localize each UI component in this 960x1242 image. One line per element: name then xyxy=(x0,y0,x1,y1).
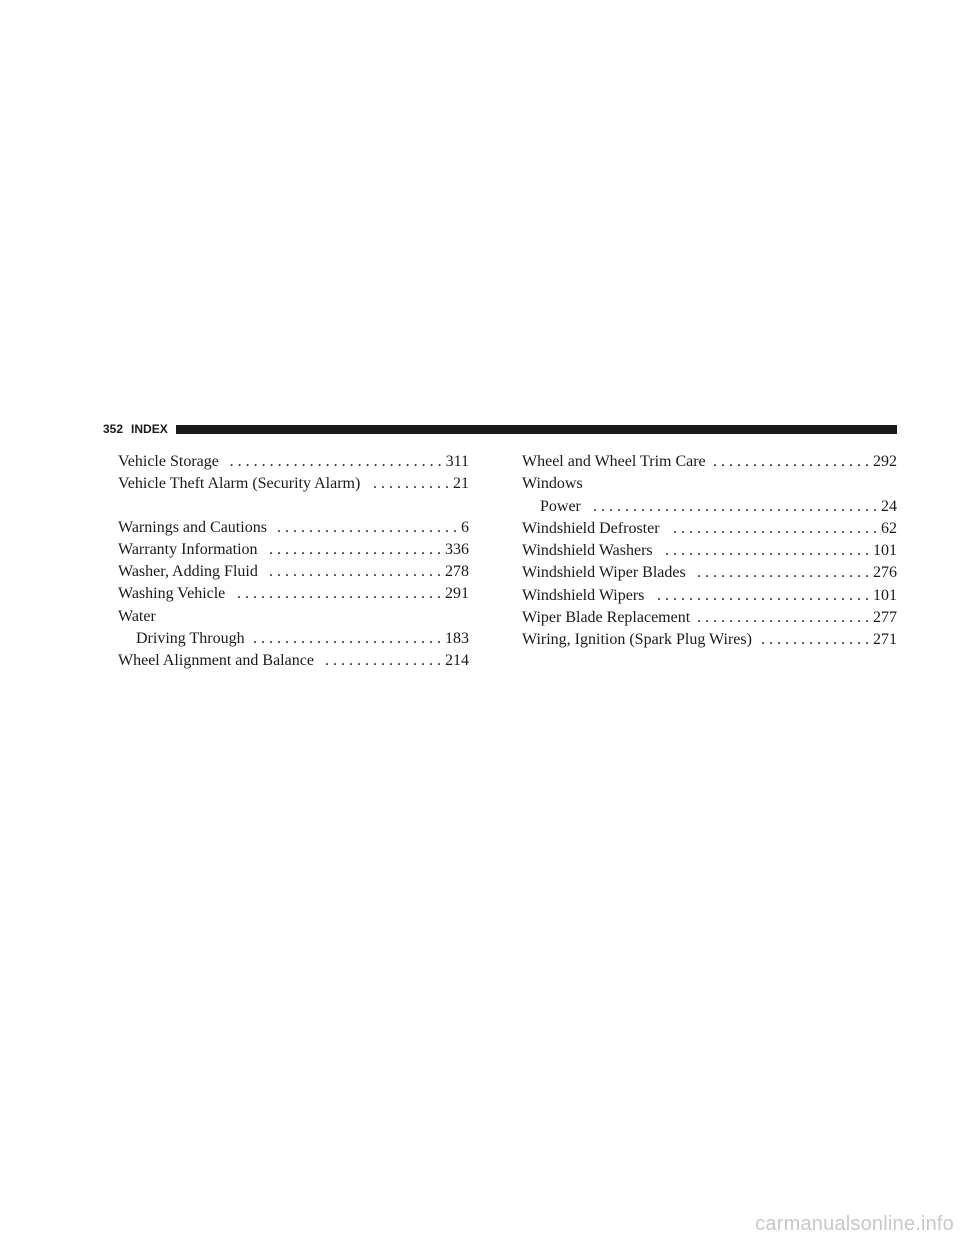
entry-label: Windshield Wipers xyxy=(522,586,645,604)
index-entry xyxy=(522,540,897,562)
entry-page-number: 101 xyxy=(873,542,897,560)
entry-page-number: 278 xyxy=(445,563,469,581)
entry-label: Warnings and Cautions xyxy=(118,518,267,536)
entry-label: Wiring, Ignition (Spark Plug Wires) xyxy=(522,631,752,649)
header-rule xyxy=(176,425,897,434)
entry-page-number: 62 xyxy=(881,519,897,537)
index-column-right xyxy=(522,451,897,652)
entry-page-number: 292 xyxy=(873,453,897,470)
dot-leader xyxy=(233,583,441,605)
index-entry xyxy=(522,629,897,651)
index-entry xyxy=(118,650,469,672)
index-entry xyxy=(118,561,469,583)
index-column-left xyxy=(118,451,469,673)
section-title: INDEX xyxy=(131,422,168,436)
entry-label: Washer, Adding Fluid xyxy=(118,563,258,581)
entry-gap xyxy=(118,496,469,517)
entry-page-number: 271 xyxy=(873,631,897,649)
entry-page-number: 277 xyxy=(873,609,897,627)
index-entry xyxy=(522,585,897,607)
dot-leader xyxy=(694,562,869,584)
index-entry xyxy=(118,539,469,561)
index-entry xyxy=(118,583,469,605)
dot-leader xyxy=(368,473,449,495)
index-entry xyxy=(522,562,897,584)
entry-label: Warranty Information xyxy=(118,540,258,558)
dot-leader xyxy=(266,561,441,583)
entry-label: Wheel Alignment and Balance xyxy=(118,652,314,670)
dot-leader xyxy=(698,607,869,629)
page-header xyxy=(103,420,897,438)
entry-label: Wheel and Wheel Trim Care xyxy=(522,453,706,470)
entry-page-number: 24 xyxy=(881,497,897,515)
entry-page-number: 214 xyxy=(445,652,469,670)
entry-page-number: 291 xyxy=(445,585,469,603)
dot-leader xyxy=(668,518,877,540)
entry-label: Windshield Defroster xyxy=(522,519,660,537)
entry-page-number: 6 xyxy=(461,518,469,536)
entry-label: Vehicle Theft Alarm (Security Alarm) xyxy=(118,475,361,493)
index-entry xyxy=(522,607,897,629)
dot-leader xyxy=(652,585,869,607)
dot-leader xyxy=(661,540,869,562)
entry-label: Windows xyxy=(522,475,583,493)
entry-page-number: 276 xyxy=(873,564,897,582)
index-entry xyxy=(522,451,897,473)
dot-leader xyxy=(275,517,457,539)
index-entry xyxy=(522,518,897,540)
entry-page-number: 183 xyxy=(445,630,469,648)
entry-label: Vehicle Storage xyxy=(118,453,219,470)
index-entry xyxy=(118,451,469,473)
entry-page-number: 311 xyxy=(445,453,469,470)
dot-leader xyxy=(589,496,877,518)
entry-label: Power xyxy=(540,497,581,515)
dot-leader xyxy=(322,650,441,672)
entry-page-number: 21 xyxy=(453,475,469,493)
entry-label: Driving Through xyxy=(136,630,245,648)
entry-label: Windshield Wiper Blades xyxy=(522,564,686,582)
index-entry xyxy=(118,473,469,495)
entry-label: Windshield Washers xyxy=(522,542,653,560)
index-heading xyxy=(118,606,469,628)
entry-page-number: 101 xyxy=(873,586,897,604)
index-subentry xyxy=(118,628,469,650)
dot-leader xyxy=(253,628,441,650)
entry-page-number: 336 xyxy=(445,540,469,558)
index-heading xyxy=(522,473,897,495)
dot-leader xyxy=(714,451,869,473)
index-subentry xyxy=(522,496,897,518)
dot-leader xyxy=(760,629,869,651)
dot-leader xyxy=(227,451,442,473)
entry-label: Wiper Blade Replacement xyxy=(522,609,691,627)
dot-leader xyxy=(266,539,441,561)
page-number: 352 xyxy=(103,422,124,436)
index-entry xyxy=(118,517,469,539)
watermark: carmanualsonline.info xyxy=(755,1213,954,1235)
entry-label: Water xyxy=(118,607,156,625)
entry-label: Washing Vehicle xyxy=(118,585,226,603)
